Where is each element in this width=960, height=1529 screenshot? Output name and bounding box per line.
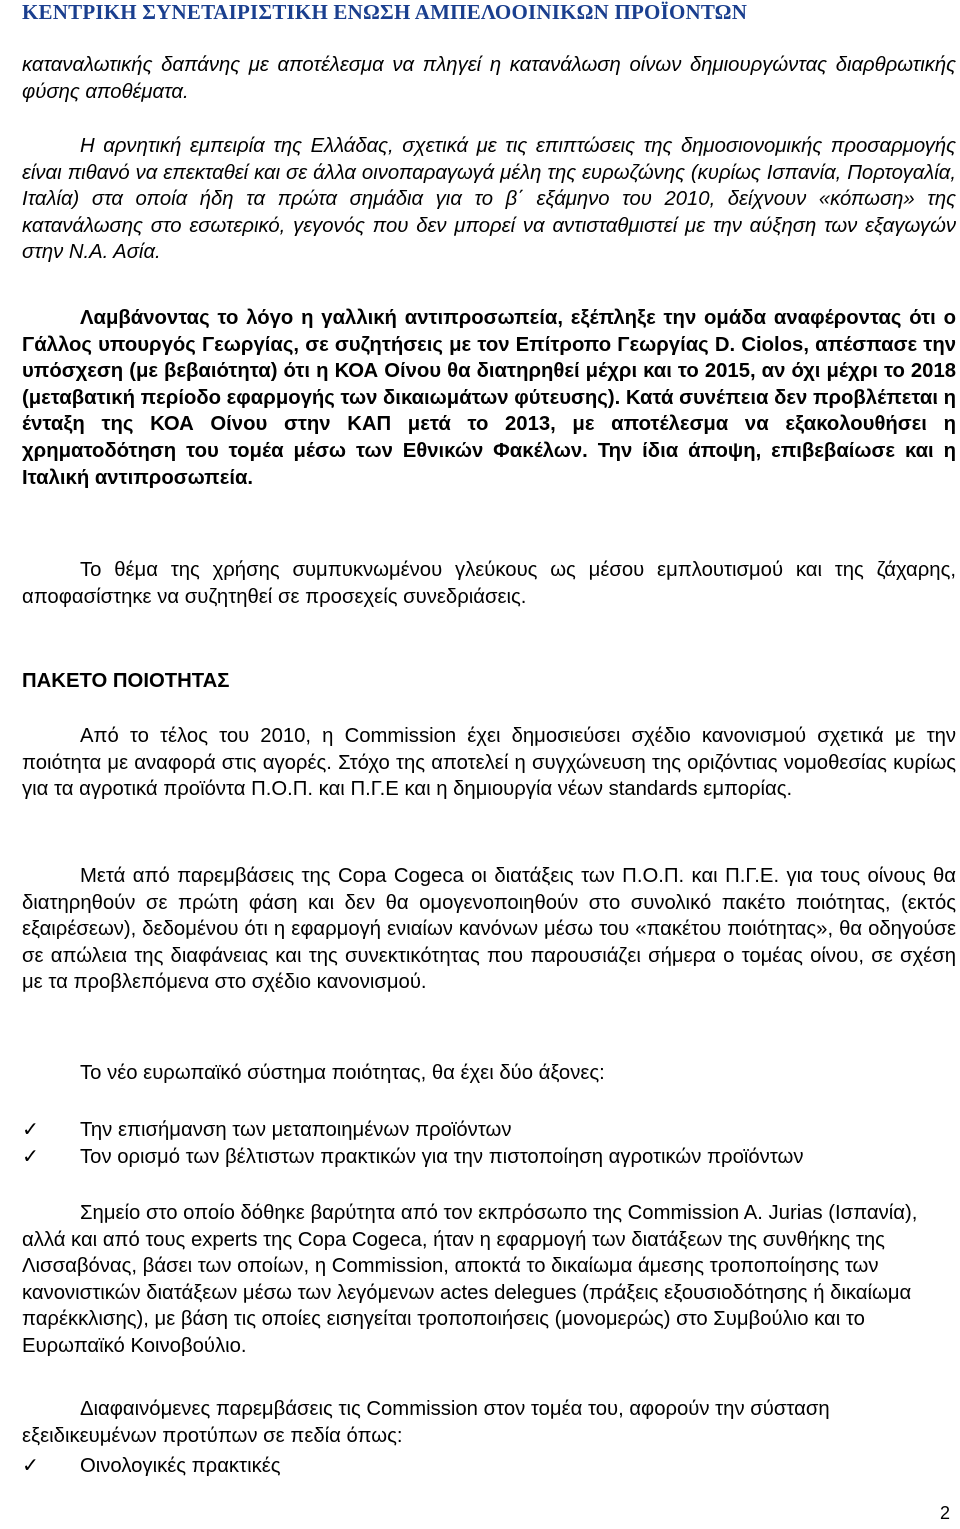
paragraph-3: Λαμβάνοντας το λόγο η γαλλική αντιπροσωπεία, εξέπληξε την ομάδα αναφέροντας ότι ο Γάλλος υπουργός Γεωργίας, σε συζητήσεις με τον Επίτροπο Γεωργίας D. Ciolos, απέσπασε την υπόσχεση (με βεβαιότητα) ότι η ΚΟΑ Οίνου θα διατηρηθεί μέχρι και το 2015, αν όχι μέχρι το 2018 (μεταβατική περίοδο εφαρμογής των δικαιωμάτων φύτευσης). Κατά συνέπεια δεν προβλέπεται η ένταξη της ΚΟΑ Οίνου στην ΚΑΠ μετά το 2013, με αποτέλεσμα να εξακολουθήσει η χρηματοδότηση του τομέα μέσω των Εθνικών Φακέλων. Την ίδια άποψη, επιβεβαίωσε και η Ιταλική αντιπροσωπεία. <box>22 307 956 489</box>
list-item <box>22 1453 952 1479</box>
paragraph-2: Η αρνητική εμπειρία της Ελλάδας, σχετικά με τις επιπτώσεις της δημοσιονομικής προσαρμογής είναι πιθανό να επεκταθεί και σε άλλα οινοπαραγωγά μέλη της ευρωζώνης (κυρίως Ισπανία, Πορτογαλία, Ιταλία) στα οποία ήδη τα πρώτα σημάδια για το β΄ εξάμηνο του 2010, δείχνουν «κόπωση» της κατανάλωσης στο εσωτερικό, γεγονός που δεν μπορεί να αντισταθμιστεί με την αύξηση των εξαγωγών στην Ν.Α. Ασία. <box>22 135 956 264</box>
paragraph-9: Διαφαινόμενες παρεμβάσεις τις Commission στον τομέα του, αφορούν την σύσταση εξειδικευμένων προτύπων σε πεδία όπως: <box>22 1398 830 1447</box>
list-item-text: Τον ορισμό των βέλτιστων πρακτικών για την πιστοποίηση αγροτικών προϊόντων <box>80 1146 804 1168</box>
checkmark-icon: ✓ <box>22 1146 39 1168</box>
section-heading: ΠΑΚΕΤΟ ΠΟΙΟΤΗΤΑΣ <box>22 670 230 692</box>
paragraph-4: Το θέμα της χρήσης συμπυκνωμένου γλεύκους ως μέσου εμπλουτισμού και της ζάχαρης, αποφασίστηκε να συζητηθεί σε προσεχείς συνεδριάσεις. <box>22 559 956 608</box>
page-number: 2 <box>940 1503 951 1523</box>
paragraph-5: Από το τέλος του 2010, η Commission έχει δημοσιεύσει σχέδιο κανονισμού σχετικά με την ποιότητα με αναφορά στις αγορές. Στόχο της αποτελεί η συγχώνευση της οριζόντιας νομοθεσίας κυρίως για τα αγροτικά προϊόντα Π.Ο.Π. και Π.Γ.Ε και η δημιουργία νέων standards εμπορίας. <box>22 725 956 801</box>
checkmark-icon: ✓ <box>22 1119 39 1141</box>
checkmark-icon: ✓ <box>22 1455 39 1477</box>
paragraph-7: Το νέο ευρωπαϊκό σύστημα ποιότητας, θα έχει δύο άξονες: <box>80 1062 605 1084</box>
paragraph-8: Σημείο στο οποίο δόθηκε βαρύτητα από τον εκπρόσωπο της Commission A. Jurias (Ισπανία), αλλά και από τους experts της Copa Cogeca, ήταν η εφαρμογή των διατάξεων της συνθήκης της Λισσαβόνας, βάσει των οποίων, η Commission, αποκτά το δικαίωμα άμεσης τροποποίησης των κανονιστικών διατάξεων μέσω των λεγόμενων actes delegues (πράξεις εξουσιοδότησης ή δικαίωμα παρέκκλισης), με βάση τις οποίες εισηγείται τροποποιήσεις (μονομερώς) στο Συμβούλιο και το Ευρωπαϊκό Κοινοβούλιο. <box>22 1202 918 1357</box>
paragraph-6: Μετά από παρεμβάσεις της Copa Cogeca οι διατάξεις των Π.Ο.Π. και Π.Γ.Ε. για τους οίνους θα διατηρηθούν σε πρώτη φάση και δεν θα ομογενοποιηθούν στο συνολικό πακέτο ποιότητας, (εκτός εξαιρέσεων), δεδομένου ότι η εφαρμογή ενιαίων κανόνων μέσω του «πακέτου ποιότητας», θα οδηγούσε σε απώλεια της διαφάνειας και της συνεκτικότητας που παρουσιάζει σήμερα ο τομέας οίνου, σε σχέση με τα προβλεπόμενα στο σχέδιο κανονισμού. <box>22 865 956 994</box>
list-item <box>22 1144 952 1170</box>
list-item <box>22 1117 952 1143</box>
list-item-text: Οινολογικές πρακτικές <box>80 1455 281 1477</box>
list-item-text: Την επισήμανση των μεταποιημένων προϊόντων <box>80 1119 512 1141</box>
paragraph-1: καταναλωτικής δαπάνης με αποτέλεσμα να πληγεί η κατανάλωση οίνων δημιουργώντας διαρθρωτικής φύσης αποθέματα. <box>22 54 956 103</box>
document-header: ΚΕΝΤΡΙΚΗ ΣΥΝΕΤΑΙΡΙΣΤΙΚΗ ΕΝΩΣΗ ΑΜΠΕΛΟΟΙΝΙΚΩΝ ΠΡΟΪΟΝΤΩΝ <box>22 0 748 22</box>
